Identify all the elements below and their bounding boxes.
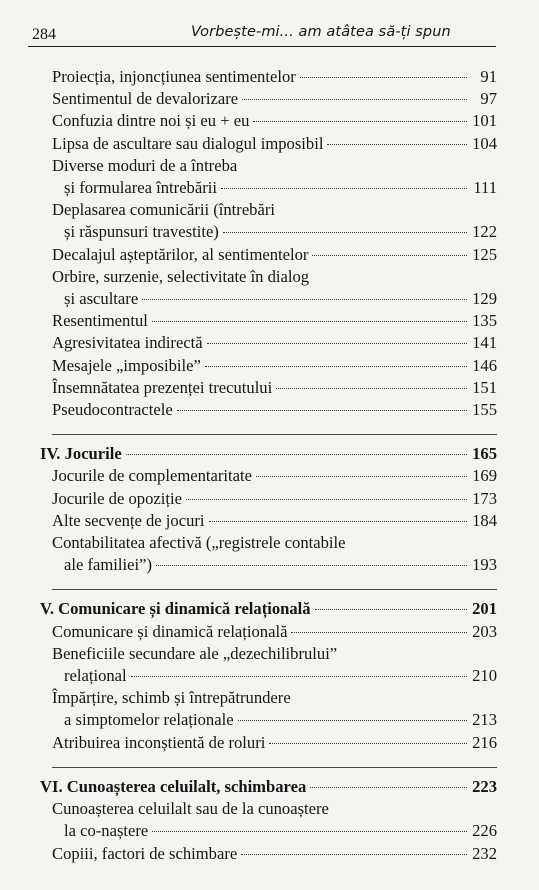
- toc-entry-page: 104: [472, 133, 497, 153]
- toc-entry-page: 151: [472, 377, 497, 397]
- chapter-title: IV. Jocurile: [40, 444, 122, 464]
- toc-entry-title: Sentimentul de devalorizare: [52, 89, 239, 109]
- toc-entry-title-line1: Contabilitatea afectivă („registrele contabile: [52, 533, 346, 553]
- toc-entry-title: Jocurile de opoziție: [52, 488, 182, 508]
- toc-entry-page: 101: [472, 111, 497, 131]
- toc-entry-page: 216: [472, 732, 497, 752]
- dot-leader: [315, 609, 467, 610]
- toc-entry-title-line2: și răspunsuri travestite): [64, 222, 219, 242]
- toc-entry[interactable]: [52, 377, 497, 399]
- dot-leader: [327, 144, 467, 145]
- chapter-heading-iv[interactable]: [40, 443, 497, 465]
- toc-entry-title: Mesajele „imposibile”: [52, 355, 201, 375]
- running-title: Vorbește-mi... am atâtea să-ți spun: [191, 24, 451, 40]
- dot-leader: [238, 720, 467, 721]
- dot-leader: [177, 410, 467, 411]
- toc-entry-page: 129: [472, 289, 497, 309]
- dot-leader: [223, 232, 467, 233]
- dot-leader: [276, 388, 467, 389]
- chapter-page: 165: [472, 444, 497, 464]
- toc-entry[interactable]: [52, 66, 497, 88]
- toc-entry-page: 232: [472, 843, 497, 863]
- toc-entry[interactable]: [52, 621, 497, 643]
- toc-entry-title-line2: la co-naștere: [64, 821, 149, 841]
- toc-entry-page: 135: [472, 311, 497, 331]
- toc-entry-multiline[interactable]: [52, 155, 497, 199]
- toc-entry-title-line2: ale familiei”): [64, 555, 152, 575]
- toc-entry-page: 111: [473, 178, 497, 198]
- section-divider: [52, 576, 497, 590]
- page-header: [28, 20, 508, 44]
- toc-entry-page: 210: [472, 666, 497, 686]
- toc-entry-title: Lipsa de ascultare sau dialogul imposibil: [52, 133, 324, 153]
- toc-entry-page: 146: [472, 355, 497, 375]
- toc-entry-page: 203: [472, 621, 497, 641]
- toc-entry[interactable]: [52, 133, 497, 155]
- section-divider: [52, 754, 497, 768]
- chapter-title: V. Comunicare și dinamică relațională: [40, 599, 311, 619]
- toc-entry-page: 193: [472, 555, 497, 575]
- page-number: 284: [32, 26, 56, 43]
- toc-entry-title-line2: relațional: [64, 666, 127, 686]
- toc-entry-multiline[interactable]: [52, 687, 497, 731]
- header-rule: [28, 46, 496, 47]
- chapter-page: 223: [472, 776, 497, 796]
- toc-entry-page: 141: [472, 333, 497, 353]
- toc-entry-title: Pseudocontractele: [52, 400, 173, 420]
- toc-entry-title: Comunicare și dinamică relațională: [52, 621, 288, 641]
- toc-entry[interactable]: [52, 310, 497, 332]
- dot-leader: [207, 343, 467, 344]
- toc-entry[interactable]: [52, 110, 497, 132]
- toc-entry-multiline[interactable]: [52, 532, 497, 576]
- toc-entry-page: 226: [472, 821, 497, 841]
- toc-entry-title-line1: Orbire, surzenie, selectivitate în dialog: [52, 266, 310, 286]
- toc-entry[interactable]: [52, 244, 497, 266]
- table-of-contents: [40, 66, 497, 865]
- toc-entry-title: Confuzia dintre noi și eu + eu: [52, 111, 250, 131]
- toc-entry-page: 97: [480, 89, 497, 109]
- toc-entry-title-line2: și formularea întrebării: [64, 178, 217, 198]
- toc-entry[interactable]: [52, 465, 497, 487]
- toc-entry[interactable]: [52, 355, 497, 377]
- toc-entry-page: 184: [472, 510, 497, 530]
- toc-entry-page: 169: [472, 466, 497, 486]
- toc-entry-title: Jocurile de complementaritate: [52, 466, 252, 486]
- toc-entry-multiline[interactable]: [52, 199, 497, 243]
- toc-entry-title: Atribuirea inconștientă de roluri: [52, 732, 266, 752]
- toc-entry[interactable]: [52, 399, 497, 421]
- toc-entry-title-line2: a simptomelor relaționale: [64, 710, 234, 730]
- dot-leader: [209, 521, 467, 522]
- chapter-heading-v[interactable]: [40, 598, 497, 620]
- dot-leader: [291, 632, 467, 633]
- toc-entry[interactable]: [52, 843, 497, 865]
- dot-leader: [256, 476, 467, 477]
- toc-entry-title: Alte secvențe de jocuri: [52, 510, 205, 530]
- toc-entry[interactable]: [52, 510, 497, 532]
- toc-entry-title: Agresivitatea indirectă: [52, 333, 203, 353]
- toc-entry-multiline[interactable]: [52, 266, 497, 310]
- toc-entry[interactable]: [52, 332, 497, 354]
- toc-entry-page: 173: [472, 488, 497, 508]
- toc-entry-multiline[interactable]: [52, 643, 497, 687]
- dot-leader: [310, 787, 467, 788]
- dot-leader: [186, 499, 467, 500]
- dot-leader: [152, 321, 467, 322]
- chapter-page: 201: [472, 599, 497, 619]
- dot-leader: [269, 743, 467, 744]
- toc-entry-title: Copiii, factori de schimbare: [52, 843, 238, 863]
- toc-entry-page: 122: [472, 222, 497, 242]
- toc-entry-title-line1: Beneficiile secundare ale „dezechilibrului”: [52, 643, 338, 663]
- toc-entry-title: Proiecția, injoncțiunea sentimentelor: [52, 67, 296, 86]
- dot-leader: [205, 366, 467, 367]
- toc-entry-title-line2: și ascultare: [64, 289, 139, 309]
- section-divider: [52, 421, 497, 435]
- toc-entry-page: 91: [480, 67, 497, 86]
- toc-entry[interactable]: [52, 88, 497, 110]
- toc-entry-page: 125: [472, 244, 497, 264]
- toc-entry[interactable]: [52, 732, 497, 754]
- chapter-title: VI. Cunoașterea celuilalt, schimbarea: [40, 776, 307, 796]
- dot-leader: [152, 831, 467, 832]
- dot-leader: [131, 676, 467, 677]
- dot-leader: [221, 188, 467, 189]
- toc-entry-title-line1: Împărțire, schimb și întrepătrundere: [52, 688, 291, 708]
- toc-entry-title-line1: Cunoașterea celuilalt sau de la cunoaștere: [52, 799, 329, 819]
- toc-entry-title: Decalajul așteptărilor, al sentimentelor: [52, 244, 309, 264]
- toc-entry-title: Resentimentul: [52, 311, 148, 331]
- dot-leader: [126, 454, 467, 455]
- dot-leader: [142, 299, 467, 300]
- dot-leader: [156, 565, 467, 566]
- toc-entry[interactable]: [52, 488, 497, 510]
- toc-entry-title-line1: Deplasarea comunicării (întrebări: [52, 200, 275, 220]
- dot-leader: [253, 121, 467, 122]
- toc-entry-multiline[interactable]: [52, 798, 497, 842]
- toc-entry-title-line1: Diverse moduri de a întreba: [52, 155, 238, 175]
- chapter-heading-vi[interactable]: [40, 776, 497, 798]
- dot-leader: [242, 99, 467, 100]
- toc-entry-title: Însemnătatea prezenței trecutului: [52, 377, 273, 397]
- dot-leader: [241, 854, 467, 855]
- toc-entry-page: 155: [472, 400, 497, 420]
- dot-leader: [312, 255, 467, 256]
- dot-leader: [300, 77, 467, 78]
- toc-entry-page: 213: [472, 710, 497, 730]
